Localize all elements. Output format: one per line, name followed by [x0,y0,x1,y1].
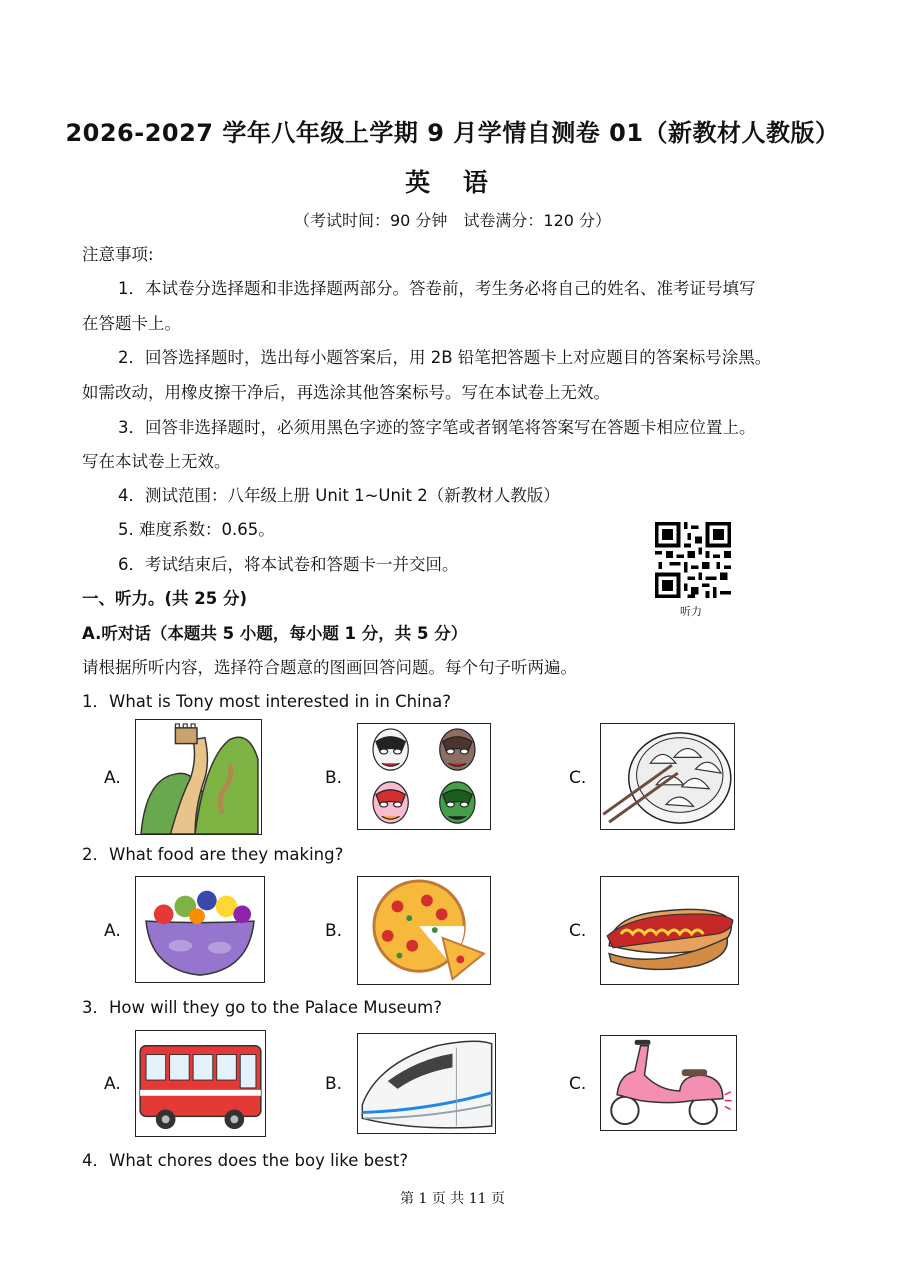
part-title: A.听对话（本题共 5 小题，每小题 1 分，共 5 分） [82,624,468,643]
high-speed-train-image[interactable] [357,1033,496,1134]
great-wall-image[interactable] [135,719,262,835]
question-1-option-a-label[interactable]: A. [104,768,121,788]
page-number: 第 1 页 共 11 页 [400,1191,505,1207]
question-2-option-a-label[interactable]: A. [104,921,121,941]
notice-item: 如需改动，用橡皮擦干净后，再选涂其他答案标号。写在本试卷上无效。 [82,383,610,402]
scooter-image[interactable] [600,1035,737,1131]
question-2-option-b-label[interactable]: B. [325,921,343,941]
opera-masks-image[interactable] [357,723,491,830]
notice-item: 在答题卡上。 [82,314,181,333]
part-instruction: 请根据所听内容，选择符合题意的图画回答问题。每个句子听两遍。 [82,658,577,677]
question-2-option-c-label[interactable]: C. [569,921,587,941]
section-title: 一、听力。(共 25 分) [82,589,248,608]
subject-title: 英 语 [405,168,500,197]
notice-item: 5. 难度系数：0.65。 [118,520,275,539]
salad-image[interactable] [135,876,265,983]
exam-title: 2026-2027 学年八年级上学期 9 月学情自测卷 01（新教材人教版） [65,119,840,147]
notice-item: 6．考试结束后，将本试卷和答题卡一并交回。 [118,555,459,574]
question-4-text: 4．What chores does the boy like best? [82,1151,409,1170]
question-3-text: 3．How will they go to the Palace Museum? [82,998,442,1017]
question-1-option-c-label[interactable]: C. [569,768,587,788]
hot-dog-image[interactable] [600,876,739,985]
notice-item: 4．测试范围：八年级上册 Unit 1~Unit 2（新教材人教版） [118,486,560,505]
question-3-option-c-label[interactable]: C. [569,1074,587,1094]
question-1-text: 1．What is Tony most interested in in China? [82,692,451,711]
question-1-option-b-label[interactable]: B. [325,768,343,788]
question-2-text: 2．What food are they making? [82,845,344,864]
notice-heading: 注意事项: [82,245,154,264]
qr-code-image[interactable] [655,522,731,598]
question-3-option-a-label[interactable]: A. [104,1074,121,1094]
pizza-image[interactable] [357,876,491,985]
question-3-option-b-label[interactable]: B. [325,1074,343,1094]
notice-item: 1．本试卷分选择题和非选择题两部分。答卷前，考生务必将自己的姓名、准考证号填写 [118,279,756,298]
notice-item: 写在本试卷上无效。 [82,452,231,471]
exam-meta: （考试时间：90 分钟 试卷满分：120 分） [293,211,612,230]
bus-image[interactable] [135,1030,266,1137]
qr-caption: 听力 [680,605,702,618]
dumplings-image[interactable] [600,723,735,830]
notice-item: 3．回答非选择题时，必须用黑色字迹的签字笔或者钢笔将答案写在答题卡相应位置上。 [118,418,756,437]
notice-item: 2．回答选择题时，选出每小题答案后，用 2B 铅笔把答题卡上对应题目的答案标号涂黑。 [118,348,772,367]
